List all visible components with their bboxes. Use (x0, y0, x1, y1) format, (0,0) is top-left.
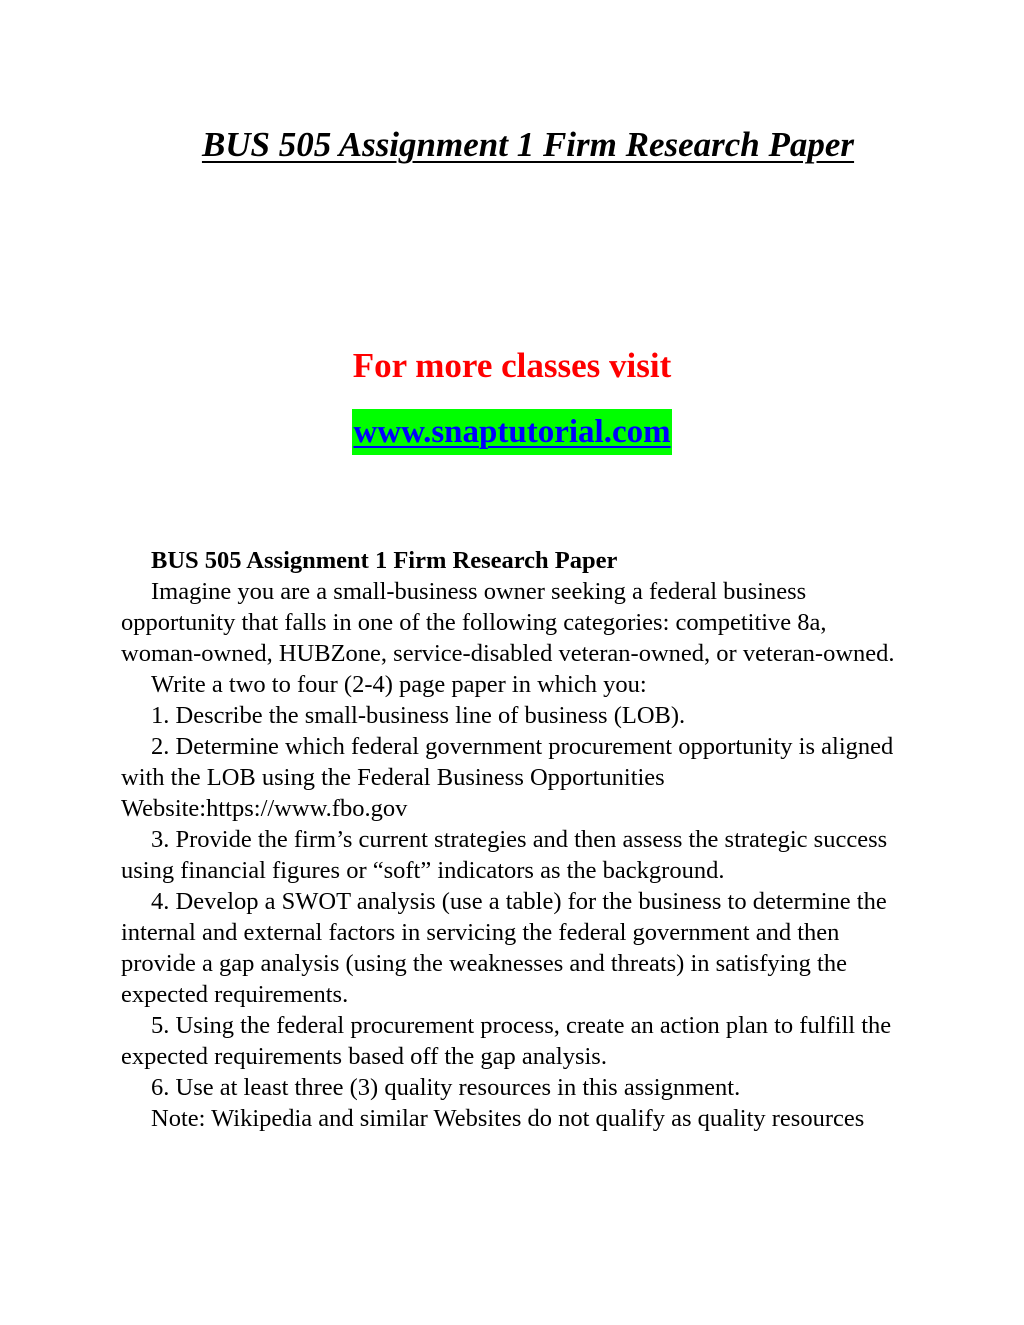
body-paragraph: 2. Determine which federal government procurement opportunity is aligned with the LOB using the Federal Business Opportunities Website:https://www.fbo.gov (121, 733, 894, 822)
body-paragraph: Write a two to four (2-4) page paper in which you: (151, 671, 647, 698)
body-paragraph: 4. Develop a SWOT analysis (use a table) for the business to determine the internal and external factors in servicing the federal government and then provide a gap analysis (using the weaknesses and threats) in satisfying the expected requirements. (121, 888, 887, 1008)
assignment-body (121, 545, 911, 1134)
page-title: BUS 505 Assignment 1 Firm Research Paper (201, 125, 855, 164)
body-heading: BUS 505 Assignment 1 Firm Research Paper (151, 547, 618, 574)
promo-link[interactable]: www.snaptutorial.com (352, 409, 671, 455)
body-paragraph: 5. Using the federal procurement process, create an action plan to fulfill the expected requirements based off the gap analysis. (121, 1012, 892, 1070)
body-paragraph: 6. Use at least three (3) quality resources in this assignment. (151, 1074, 741, 1101)
body-paragraph: Imagine you are a small-business owner seeking a federal business opportunity that falls in one of the following categories: competitive 8a, woman-owned, HUBZone, service-disabled veteran-owned, or veteran-owned. (121, 578, 895, 667)
body-paragraph: Note: Wikipedia and similar Websites do not qualify as quality resources (151, 1105, 865, 1132)
promo-text: For more classes visit (352, 346, 672, 385)
promo-link-container (0, 409, 1024, 455)
body-paragraph: 1. Describe the small-business line of business (LOB). (151, 702, 686, 729)
body-paragraph: 3. Provide the firm’s current strategies and then assess the strategic success using financial figures or “soft” indicators as the background. (121, 826, 888, 884)
